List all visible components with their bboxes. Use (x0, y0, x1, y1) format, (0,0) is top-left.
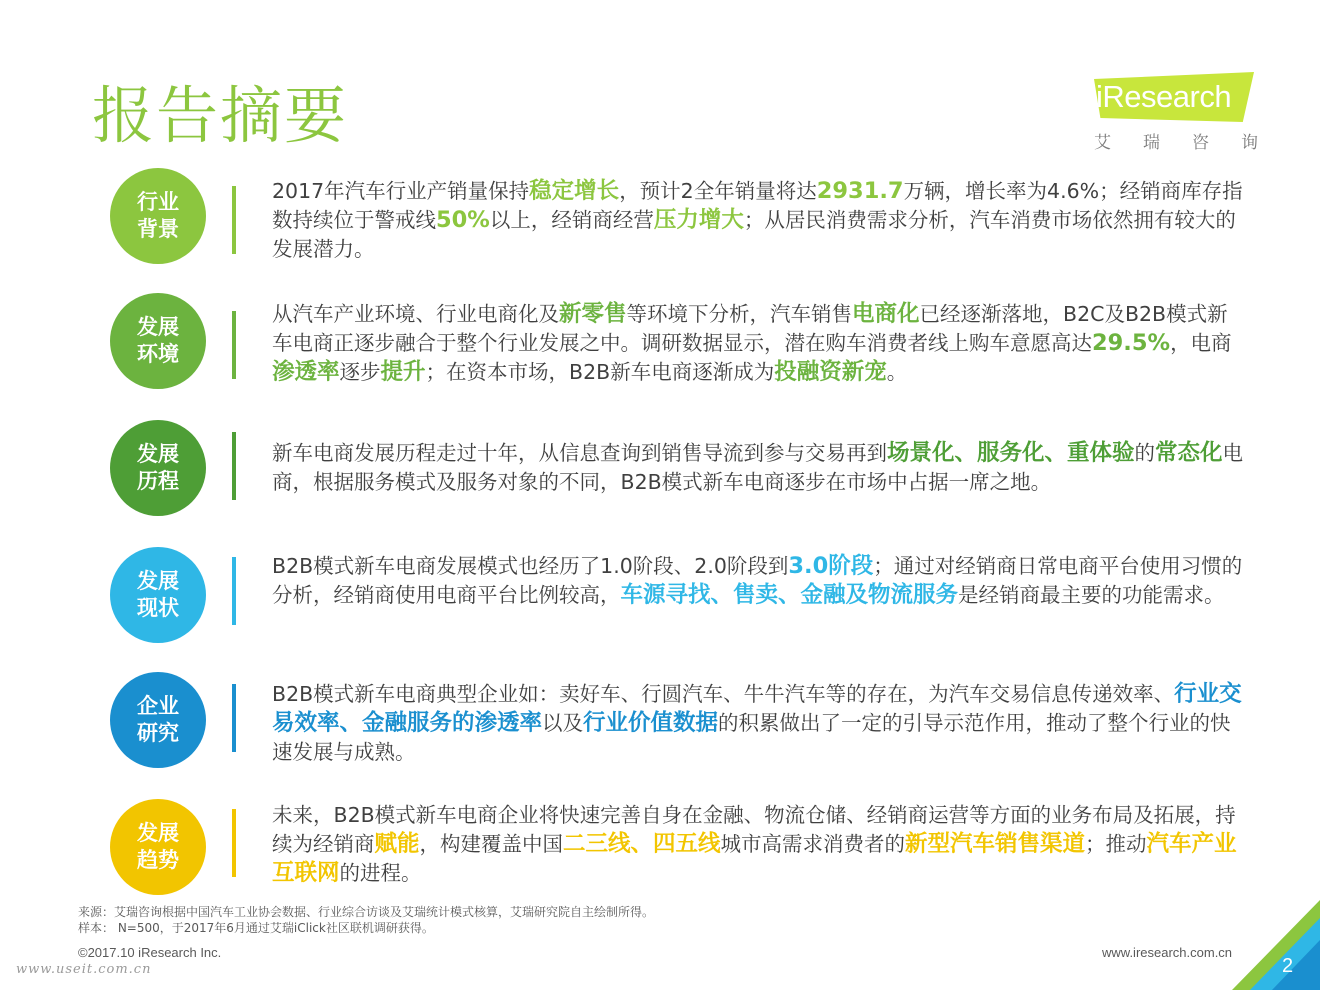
section-badge (110, 547, 206, 643)
logo-subtitle (1094, 128, 1258, 153)
body-text-segment: 万辆，增长率为4.6%；经销商库存指数持续位于警戒线 (272, 179, 1243, 232)
watermark: www.useit.com.cn (16, 962, 152, 977)
logo-sub-char: 瑞 (1143, 133, 1160, 153)
highlight-text: 汽车产业互联网 (272, 831, 1237, 886)
body-text-segment: 的 (1134, 441, 1156, 465)
badge-line: 环境 (137, 342, 179, 366)
badge-line: 历程 (137, 469, 179, 493)
section-divider (232, 809, 236, 877)
highlight-text: 二三线、四五线 (563, 831, 721, 857)
corner-decoration (1232, 900, 1320, 990)
body-text-segment: ；推动 (1085, 832, 1147, 856)
highlight-text: 50% (436, 207, 490, 233)
summary-section (0, 660, 1320, 770)
section-text (272, 801, 1247, 888)
section-divider (232, 557, 236, 625)
badge-line: 趋势 (137, 848, 179, 872)
website-link[interactable]: www.iresearch.com.cn (1102, 945, 1233, 960)
highlight-text: 2931.7 (816, 178, 904, 204)
badge-line: 发展 (137, 821, 179, 845)
badge-line: 发展 (137, 315, 179, 339)
body-text-segment: 新车电商发展历程走过十年，从信息查询到销售导流到参与交易再到 (272, 441, 887, 465)
highlight-text: 压力增大 (653, 207, 744, 233)
body-text-segment: 等环境下分析，汽车销售 (626, 302, 853, 326)
body-text-segment: B2B模式新车电商发展模式也经历了1.0阶段、2.0阶段到 (272, 554, 789, 578)
section-badge (110, 168, 206, 264)
body-text-segment: ；在资本市场，B2B新车电商逐渐成为 (425, 360, 775, 384)
copyright: ©2017.10 iResearch Inc. (78, 945, 222, 960)
body-text-segment: ，电商 (1170, 331, 1232, 355)
body-text-segment: 以及 (542, 711, 584, 735)
body-text-segment: ；通过对经销商日常电商平台使用习惯的分析，经销商使用电商平台比例较高， (272, 554, 1243, 607)
highlight-text: 电商化 (852, 301, 920, 327)
summary-section (0, 410, 1320, 520)
section-text (272, 552, 1247, 610)
badge-line: 发展 (137, 569, 179, 593)
section-badge (110, 799, 206, 895)
highlight-text: 3.0阶段 (788, 553, 874, 579)
body-text-segment: 城市高需求消费者的 (720, 832, 906, 856)
logo-sub-char: 询 (1241, 133, 1258, 153)
highlight-text: 常态化 (1155, 440, 1223, 466)
section-text (272, 680, 1247, 767)
body-text-segment: 已经逐渐落地，B2C及B2B模式新车电商正逐步融合于整个行业发展之中。调研数据显示，潜在购车消费者线上购车意愿高达 (272, 302, 1228, 355)
summary-section (0, 160, 1320, 270)
section-badge (110, 420, 206, 516)
section-text (272, 177, 1247, 264)
highlight-text: 29.5% (1092, 330, 1171, 356)
body-text-segment: 以上，经销商经营 (489, 208, 654, 232)
badge-line: 行业 (137, 190, 179, 214)
logo-sub-char: 咨 (1192, 133, 1209, 153)
section-text (272, 439, 1247, 497)
highlight-text: 稳定增长 (529, 178, 620, 204)
badge-line: 现状 (137, 596, 179, 620)
section-badge (110, 672, 206, 768)
summary-section (0, 785, 1320, 895)
highlight-text: 新零售 (559, 301, 627, 327)
highlight-text: 渗透率 (272, 359, 340, 385)
highlight-text: 行业价值数据 (583, 710, 719, 736)
body-text-segment: 的进程。 (339, 861, 422, 885)
logo-text: iResearch (1096, 79, 1232, 114)
source-footnote: 来源：艾瑞咨询根据中国汽车工业协会数据、行业综合访谈及艾瑞统计模式核算，艾瑞研究院自主绘制所得。 (78, 905, 655, 919)
badge-line: 企业 (137, 694, 179, 718)
highlight-text: 车源寻找、售卖、金融及物流服务 (620, 582, 959, 608)
iresearch-logo (1088, 70, 1258, 156)
logo-sub-char: 艾 (1094, 133, 1111, 153)
highlight-text: 投融资新宠 (774, 359, 887, 385)
summary-section (0, 535, 1320, 645)
badge-line: 背景 (137, 217, 179, 241)
badge-line: 发展 (137, 442, 179, 466)
page-title: 报告摘要 (92, 79, 349, 152)
highlight-text: 行业交易效率、金融服务的渗透率 (272, 681, 1242, 736)
body-text-segment: ，预计2全年销量将达 (619, 179, 817, 203)
body-text-segment: ；从居民消费需求分析，汽车消费市场依然拥有较大的发展潜力。 (272, 208, 1236, 261)
section-divider (232, 311, 236, 379)
body-text-segment: B2B模式新车电商典型企业如：卖好车、行圆汽车、牛牛汽车等的存在，为汽车交易信息传递效率、 (272, 682, 1175, 706)
section-badge (110, 293, 206, 389)
body-text-segment: 的积累做出了一定的引导示范作用，推动了整个行业的快速发展与成熟。 (272, 711, 1231, 764)
summary-section (0, 285, 1320, 395)
section-divider (232, 186, 236, 254)
page-number: 2 (1282, 955, 1294, 977)
section-text (272, 300, 1247, 387)
body-text-segment: 从汽车产业环境、行业电商化及 (272, 302, 559, 326)
body-text-segment: 。 (886, 360, 908, 384)
body-text-segment: 未来，B2B模式新车电商企业将快速完善自身在金融、物流仓储、经销商运营等方面的业务布局及拓展，持续为经销商 (272, 803, 1236, 856)
body-text-segment: 2017年汽车行业产销量保持 (272, 179, 530, 203)
body-text-segment: 逐步 (339, 360, 381, 384)
highlight-text: 提升 (380, 359, 426, 385)
body-text-segment: 电商，根据服务模式及服务对象的不同，B2B模式新车电商逐步在市场中占据一席之地。 (272, 441, 1244, 494)
sample-footnote: 样本： N=500，于2017年6月通过艾瑞iClick社区联机调研获得。 (78, 921, 434, 935)
body-text-segment: 是经销商最主要的功能需求。 (958, 583, 1225, 607)
highlight-text: 场景化、服务化、重体验 (887, 440, 1135, 466)
body-text-segment: ，构建覆盖中国 (419, 832, 564, 856)
highlight-text: 赋能 (374, 831, 420, 857)
highlight-text: 新型汽车销售渠道 (905, 831, 1086, 857)
badge-line: 研究 (137, 721, 179, 745)
section-divider (232, 432, 236, 500)
section-divider (232, 684, 236, 752)
